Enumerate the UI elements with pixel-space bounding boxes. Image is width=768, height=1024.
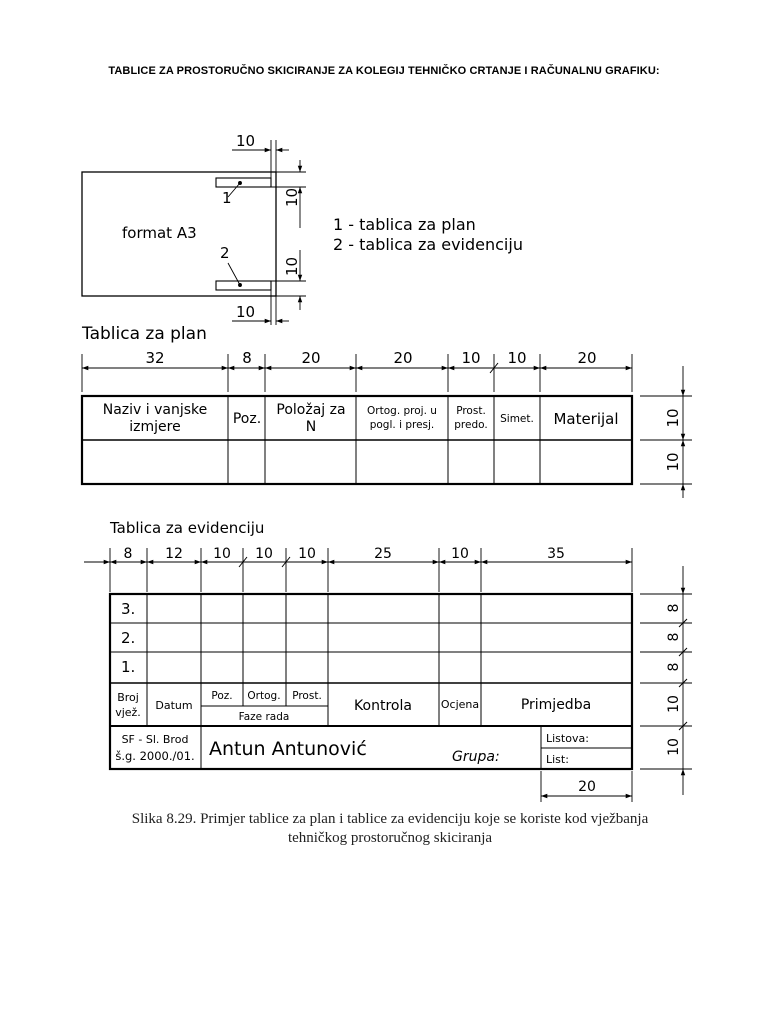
evid-row-dim-5: 10 [666, 738, 682, 756]
caption-line-1: Slika 8.29. Primjer tablice za plan i tablice za evidenciju koje se koriste kod vježbanja [131, 811, 649, 827]
plan-h-polozaj-2: N [305, 419, 317, 435]
plan-h-ortog-1: Ortog. proj. u [367, 405, 437, 417]
caption-line-2: tehničkog prostoručnog skiciranja [287, 830, 493, 846]
callout-1: 1 [222, 189, 232, 207]
format-label: format A3 [122, 224, 197, 242]
dim-top: 10 [236, 132, 256, 150]
evid-h-kontrola: Kontrola [354, 698, 412, 714]
dim-right-top: 10 [283, 187, 301, 207]
dim-bottom: 10 [236, 303, 256, 321]
evid-h-prost: Prost. [292, 690, 322, 702]
plan-h-poz: Poz. [232, 411, 262, 427]
evid-dim-5: 10 [298, 546, 316, 562]
dim-right-bottom: 10 [283, 256, 301, 276]
evid-dim-2: 12 [165, 546, 183, 562]
plan-h-materijal: Materijal [553, 410, 619, 428]
evid-h-datum: Datum [155, 699, 193, 712]
plan-dim-5: 10 [461, 349, 481, 367]
evid-h-broj-1: Broj [117, 691, 139, 704]
evid-bottom-dim: 20 [578, 779, 596, 795]
evid-grupa: Grupa: [452, 749, 500, 765]
evid-dim-3: 10 [213, 546, 231, 562]
plan-row-dim-2: 10 [664, 452, 682, 472]
plan-dim-3: 20 [301, 349, 321, 367]
evid-h-ocjena: Ocjena [440, 698, 480, 711]
evid-row-3: 3. [121, 600, 136, 618]
evid-dim-8: 35 [547, 546, 565, 562]
evid-list: List: [546, 753, 569, 766]
evid-dim-7: 10 [451, 546, 469, 562]
evid-listova: Listova: [546, 732, 589, 745]
evid-dim-labels [121, 546, 682, 795]
evid-row-dim-2: 8 [666, 632, 682, 642]
evid-row-dim-1: 8 [666, 603, 682, 613]
evid-school-1: SF - Sl. Brod [121, 733, 189, 746]
evid-table-title: Tablica za evidenciju [110, 519, 265, 537]
plan-tablet-rect [216, 178, 271, 187]
legend-1: 1 - tablica za plan [333, 215, 476, 234]
evid-table-dims [84, 548, 692, 802]
plan-h-ortog-2: pogl. i presj. [369, 419, 435, 431]
plan-h-prost-1: Prost. [456, 405, 486, 417]
format-figure-text [122, 132, 523, 321]
evid-row-dim-4: 10 [666, 695, 682, 713]
plan-dim-7: 20 [577, 349, 597, 367]
figure-caption [60, 810, 720, 848]
evid-h-poz: Poz. [211, 690, 233, 702]
plan-dim-4: 20 [393, 349, 413, 367]
legend-2: 2 - tablica za evidenciju [333, 235, 523, 254]
evid-h-broj-2: vjež. [115, 706, 141, 719]
plan-dim-2: 8 [242, 349, 252, 367]
evid-h-ortog: Ortog. [247, 690, 281, 702]
plan-headers [103, 402, 619, 435]
plan-row-dim-1: 10 [664, 408, 682, 428]
evid-h-primjedba: Primjedba [520, 697, 592, 713]
plan-h-polozaj-1: Položaj za [276, 402, 346, 418]
evid-dim-1: 8 [123, 546, 133, 562]
plan-h-simet: Simet. [500, 413, 534, 425]
plan-table-title: Tablica za plan [82, 324, 207, 344]
plan-dim-1: 32 [145, 349, 165, 367]
evid-school-2: š.g. 2000./01. [115, 749, 195, 763]
evid-h-faze: Faze rada [238, 711, 290, 723]
evid-dim-6: 25 [374, 546, 392, 562]
evid-tablet-rect [216, 281, 271, 290]
plan-h-naziv-1: Naziv i vanjske [102, 402, 208, 418]
plan-dim-6: 10 [507, 349, 527, 367]
evid-row-1: 1. [121, 658, 136, 676]
plan-h-prost-2: predo. [454, 419, 488, 431]
callout-2: 2 [220, 244, 230, 262]
evid-name: Antun Antunović [209, 738, 367, 760]
plan-h-naziv-2: izmjere [129, 419, 181, 435]
evid-row-2: 2. [121, 629, 136, 647]
evid-dim-4: 10 [255, 546, 273, 562]
evid-row-dim-3: 8 [666, 662, 682, 672]
page-title: TABLICE ZA PROSTORUČNO SKICIRANJE ZA KOLEGIJ TEHNIČKO CRTANJE I RAČUNALNU GRAFIKU: [108, 65, 660, 77]
